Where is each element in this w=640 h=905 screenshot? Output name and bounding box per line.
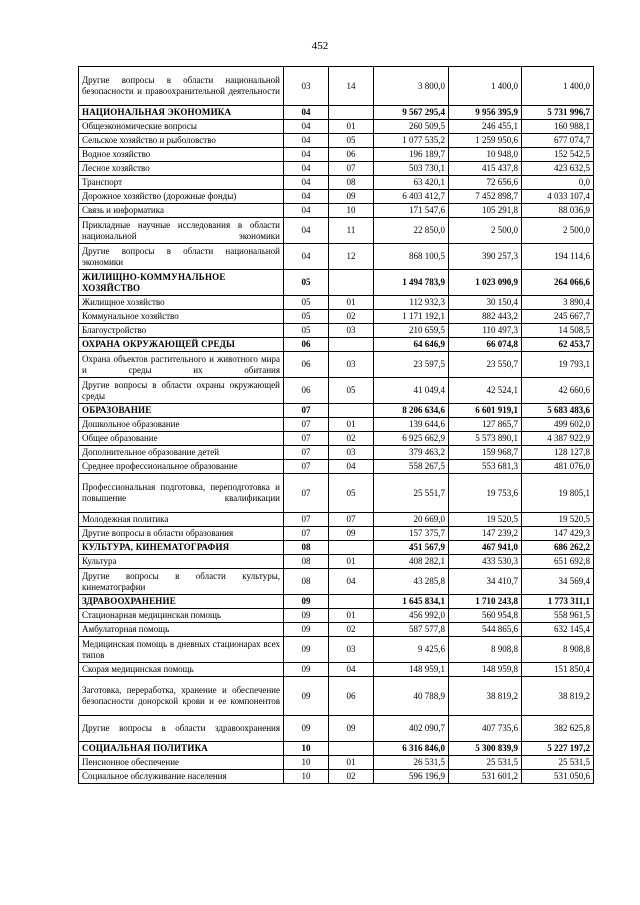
amount-year1-cell: 1 494 783,9 xyxy=(374,270,449,296)
section-code-cell: 04 xyxy=(284,148,329,162)
table-row xyxy=(79,378,594,404)
table-row xyxy=(79,310,594,324)
section-code-cell: 09 xyxy=(284,637,329,663)
amount-year1-cell: 196 189,7 xyxy=(374,148,449,162)
section-code-cell: 04 xyxy=(284,106,329,120)
section-code-cell: 08 xyxy=(284,569,329,595)
amount-year2-cell: 38 819,2 xyxy=(449,677,522,716)
subsection-code-cell: 02 xyxy=(329,432,374,446)
table-row xyxy=(79,352,594,378)
section-code-cell: 03 xyxy=(284,67,329,106)
row-name-cell: Социальное обслуживание населения xyxy=(79,770,284,784)
row-name-cell: СОЦИАЛЬНАЯ ПОЛИТИКА xyxy=(79,742,284,756)
table-row xyxy=(79,190,594,204)
table-row xyxy=(79,756,594,770)
section-code-cell: 08 xyxy=(284,541,329,555)
section-code-cell: 04 xyxy=(284,120,329,134)
amount-year3-cell: 5 731 996,7 xyxy=(522,106,594,120)
amount-year2-cell: 2 500,0 xyxy=(449,218,522,244)
subsection-code-cell xyxy=(329,338,374,352)
subsection-code-cell: 03 xyxy=(329,352,374,378)
table-row xyxy=(79,474,594,513)
table-row xyxy=(79,716,594,742)
subsection-code-cell: 05 xyxy=(329,378,374,404)
amount-year2-cell: 5 573 890,1 xyxy=(449,432,522,446)
table-row xyxy=(79,609,594,623)
amount-year3-cell: 19 520,5 xyxy=(522,513,594,527)
table-row xyxy=(79,324,594,338)
amount-year3-cell: 4 033 107,4 xyxy=(522,190,594,204)
amount-year1-cell: 112 932,3 xyxy=(374,296,449,310)
amount-year1-cell: 1 077 535,2 xyxy=(374,134,449,148)
amount-year2-cell: 147 239,2 xyxy=(449,527,522,541)
amount-year2-cell: 1 710 243,8 xyxy=(449,595,522,609)
row-name-cell: НАЦИОНАЛЬНАЯ ЭКОНОМИКА xyxy=(79,106,284,120)
amount-year1-cell: 6 403 412,7 xyxy=(374,190,449,204)
subsection-code-cell: 07 xyxy=(329,162,374,176)
amount-year2-cell: 9 956 395,9 xyxy=(449,106,522,120)
amount-year2-cell: 1 023 090,9 xyxy=(449,270,522,296)
section-code-cell: 10 xyxy=(284,742,329,756)
amount-year3-cell: 152 542,5 xyxy=(522,148,594,162)
amount-year3-cell: 1 400,0 xyxy=(522,67,594,106)
amount-year1-cell: 23 597,5 xyxy=(374,352,449,378)
subsection-code-cell: 02 xyxy=(329,623,374,637)
amount-year3-cell: 160 988,1 xyxy=(522,120,594,134)
subsection-code-cell xyxy=(329,270,374,296)
table-row xyxy=(79,637,594,663)
amount-year1-cell: 9 567 295,4 xyxy=(374,106,449,120)
section-code-cell: 10 xyxy=(284,756,329,770)
amount-year3-cell: 558 961,5 xyxy=(522,609,594,623)
amount-year3-cell: 1 773 311,1 xyxy=(522,595,594,609)
amount-year1-cell: 20 669,0 xyxy=(374,513,449,527)
amount-year3-cell: 481 076,0 xyxy=(522,460,594,474)
row-name-cell: Скорая медицинская помощь xyxy=(79,663,284,677)
subsection-code-cell xyxy=(329,106,374,120)
subsection-code-cell: 05 xyxy=(329,474,374,513)
row-name-cell: Молодежная политика xyxy=(79,513,284,527)
row-name-cell: Дорожное хозяйство (дорожные фонды) xyxy=(79,190,284,204)
amount-year3-cell: 499 602,0 xyxy=(522,418,594,432)
section-code-cell: 05 xyxy=(284,270,329,296)
amount-year2-cell: 66 074,8 xyxy=(449,338,522,352)
amount-year2-cell: 553 681,3 xyxy=(449,460,522,474)
amount-year1-cell: 1 645 834,1 xyxy=(374,595,449,609)
amount-year2-cell: 8 908,8 xyxy=(449,637,522,663)
amount-year1-cell: 408 282,1 xyxy=(374,555,449,569)
amount-year2-cell: 882 443,2 xyxy=(449,310,522,324)
amount-year1-cell: 379 463,2 xyxy=(374,446,449,460)
amount-year2-cell: 1 400,0 xyxy=(449,67,522,106)
subsection-code-cell: 01 xyxy=(329,555,374,569)
table-row xyxy=(79,67,594,106)
amount-year1-cell: 41 049,4 xyxy=(374,378,449,404)
subsection-code-cell: 10 xyxy=(329,204,374,218)
row-name-cell: ОБРАЗОВАНИЕ xyxy=(79,404,284,418)
subsection-code-cell: 09 xyxy=(329,716,374,742)
section-code-cell: 04 xyxy=(284,176,329,190)
amount-year3-cell: 38 819,2 xyxy=(522,677,594,716)
subsection-code-cell xyxy=(329,742,374,756)
row-name-cell: Дошкольное образование xyxy=(79,418,284,432)
row-name-cell: Амбулаторная помощь xyxy=(79,623,284,637)
row-name-cell: Среднее профессиональное образование xyxy=(79,460,284,474)
amount-year2-cell: 5 300 839,9 xyxy=(449,742,522,756)
amount-year2-cell: 10 948,0 xyxy=(449,148,522,162)
table-row xyxy=(79,204,594,218)
section-code-cell: 05 xyxy=(284,324,329,338)
subsection-code-cell: 05 xyxy=(329,134,374,148)
amount-year2-cell: 25 531,5 xyxy=(449,756,522,770)
subsection-code-cell: 09 xyxy=(329,190,374,204)
section-row xyxy=(79,404,594,418)
amount-year3-cell: 5 683 483,6 xyxy=(522,404,594,418)
budget-table xyxy=(78,66,594,784)
amount-year3-cell: 19 805,1 xyxy=(522,474,594,513)
row-name-cell: Заготовка, переработка, хранение и обеспечение безопасности донорской крови и ее компонентов xyxy=(79,677,284,716)
section-code-cell: 09 xyxy=(284,609,329,623)
row-name-cell: Другие вопросы в области национальной экономики xyxy=(79,244,284,270)
amount-year3-cell: 128 127,8 xyxy=(522,446,594,460)
amount-year1-cell: 6 316 846,0 xyxy=(374,742,449,756)
table-row xyxy=(79,663,594,677)
amount-year3-cell: 34 569,4 xyxy=(522,569,594,595)
table-row xyxy=(79,148,594,162)
amount-year1-cell: 6 925 662,9 xyxy=(374,432,449,446)
section-code-cell: 09 xyxy=(284,623,329,637)
subsection-code-cell: 04 xyxy=(329,569,374,595)
row-name-cell: Пенсионное обеспечение xyxy=(79,756,284,770)
amount-year3-cell: 245 667,7 xyxy=(522,310,594,324)
amount-year2-cell: 7 452 898,7 xyxy=(449,190,522,204)
amount-year3-cell: 25 531,5 xyxy=(522,756,594,770)
amount-year3-cell: 14 508,5 xyxy=(522,324,594,338)
page-number: 452 xyxy=(311,40,329,52)
amount-year2-cell: 23 550,7 xyxy=(449,352,522,378)
table-row xyxy=(79,296,594,310)
amount-year2-cell: 407 735,6 xyxy=(449,716,522,742)
row-name-cell: Другие вопросы в области здравоохранения xyxy=(79,716,284,742)
subsection-code-cell: 01 xyxy=(329,756,374,770)
subsection-code-cell: 07 xyxy=(329,513,374,527)
subsection-code-cell: 11 xyxy=(329,218,374,244)
amount-year2-cell: 105 291,8 xyxy=(449,204,522,218)
row-name-cell: Сельское хозяйство и рыболовство xyxy=(79,134,284,148)
table-row xyxy=(79,244,594,270)
amount-year1-cell: 63 420,1 xyxy=(374,176,449,190)
section-row xyxy=(79,742,594,756)
amount-year1-cell: 210 659,5 xyxy=(374,324,449,338)
amount-year3-cell: 686 262,2 xyxy=(522,541,594,555)
amount-year1-cell: 139 644,6 xyxy=(374,418,449,432)
amount-year2-cell: 110 497,3 xyxy=(449,324,522,338)
amount-year2-cell: 159 968,7 xyxy=(449,446,522,460)
subsection-code-cell: 01 xyxy=(329,418,374,432)
section-code-cell: 07 xyxy=(284,460,329,474)
row-name-cell: ЖИЛИЩНО-КОММУНАЛЬНОЕ ХОЗЯЙСТВО xyxy=(79,270,284,296)
amount-year1-cell: 587 577,8 xyxy=(374,623,449,637)
subsection-code-cell: 02 xyxy=(329,310,374,324)
amount-year2-cell: 467 941,0 xyxy=(449,541,522,555)
amount-year1-cell: 402 090,7 xyxy=(374,716,449,742)
amount-year3-cell: 423 632,5 xyxy=(522,162,594,176)
subsection-code-cell: 01 xyxy=(329,120,374,134)
section-row xyxy=(79,270,594,296)
amount-year3-cell: 531 050,6 xyxy=(522,770,594,784)
amount-year1-cell: 868 100,5 xyxy=(374,244,449,270)
amount-year1-cell: 3 800,0 xyxy=(374,67,449,106)
subsection-code-cell: 09 xyxy=(329,527,374,541)
section-code-cell: 06 xyxy=(284,352,329,378)
section-code-cell: 05 xyxy=(284,296,329,310)
subsection-code-cell: 14 xyxy=(329,67,374,106)
amount-year2-cell: 72 656,6 xyxy=(449,176,522,190)
amount-year3-cell: 3 890,4 xyxy=(522,296,594,310)
section-code-cell: 09 xyxy=(284,716,329,742)
amount-year3-cell: 264 066,6 xyxy=(522,270,594,296)
row-name-cell: ОХРАНА ОКРУЖАЮЩЕЙ СРЕДЫ xyxy=(79,338,284,352)
table-row xyxy=(79,513,594,527)
table-row xyxy=(79,527,594,541)
row-name-cell: Дополнительное образование детей xyxy=(79,446,284,460)
row-name-cell: Общеэкономические вопросы xyxy=(79,120,284,134)
table-row xyxy=(79,120,594,134)
row-name-cell: Другие вопросы в области культуры, кинематографии xyxy=(79,569,284,595)
row-name-cell: Связь и информатика xyxy=(79,204,284,218)
amount-year3-cell: 8 908,8 xyxy=(522,637,594,663)
amount-year1-cell: 8 206 634,6 xyxy=(374,404,449,418)
amount-year3-cell: 382 625,8 xyxy=(522,716,594,742)
amount-year1-cell: 157 375,7 xyxy=(374,527,449,541)
subsection-code-cell: 03 xyxy=(329,324,374,338)
amount-year2-cell: 246 455,1 xyxy=(449,120,522,134)
amount-year1-cell: 9 425,6 xyxy=(374,637,449,663)
section-row xyxy=(79,595,594,609)
section-code-cell: 04 xyxy=(284,218,329,244)
amount-year1-cell: 1 171 192,1 xyxy=(374,310,449,324)
amount-year3-cell: 0,0 xyxy=(522,176,594,190)
amount-year3-cell: 19 793,1 xyxy=(522,352,594,378)
amount-year1-cell: 596 196,9 xyxy=(374,770,449,784)
subsection-code-cell: 12 xyxy=(329,244,374,270)
subsection-code-cell xyxy=(329,404,374,418)
subsection-code-cell: 03 xyxy=(329,637,374,663)
amount-year3-cell: 194 114,6 xyxy=(522,244,594,270)
amount-year2-cell: 19 520,5 xyxy=(449,513,522,527)
section-code-cell: 07 xyxy=(284,404,329,418)
table-row xyxy=(79,677,594,716)
amount-year3-cell: 62 453,7 xyxy=(522,338,594,352)
table-row xyxy=(79,446,594,460)
amount-year1-cell: 558 267,5 xyxy=(374,460,449,474)
table-row xyxy=(79,176,594,190)
section-code-cell: 07 xyxy=(284,446,329,460)
amount-year2-cell: 148 959,8 xyxy=(449,663,522,677)
subsection-code-cell: 02 xyxy=(329,770,374,784)
amount-year1-cell: 26 531,5 xyxy=(374,756,449,770)
table-row xyxy=(79,569,594,595)
section-code-cell: 05 xyxy=(284,310,329,324)
section-code-cell: 07 xyxy=(284,527,329,541)
row-name-cell: Другие вопросы в области образования xyxy=(79,527,284,541)
subsection-code-cell: 04 xyxy=(329,663,374,677)
row-name-cell: Прикладные научные исследования в области национальной экономики xyxy=(79,218,284,244)
amount-year1-cell: 43 285,8 xyxy=(374,569,449,595)
subsection-code-cell xyxy=(329,541,374,555)
table-row xyxy=(79,162,594,176)
row-name-cell: Благоустройство xyxy=(79,324,284,338)
table-row xyxy=(79,770,594,784)
section-code-cell: 04 xyxy=(284,190,329,204)
amount-year2-cell: 19 753,6 xyxy=(449,474,522,513)
amount-year3-cell: 5 227 197,2 xyxy=(522,742,594,756)
section-code-cell: 10 xyxy=(284,770,329,784)
row-name-cell: Жилищное хозяйство xyxy=(79,296,284,310)
amount-year3-cell: 42 660,6 xyxy=(522,378,594,404)
amount-year3-cell: 151 850,4 xyxy=(522,663,594,677)
amount-year2-cell: 1 259 950,6 xyxy=(449,134,522,148)
section-row xyxy=(79,338,594,352)
row-name-cell: Транспорт xyxy=(79,176,284,190)
section-code-cell: 04 xyxy=(284,244,329,270)
amount-year1-cell: 260 509,5 xyxy=(374,120,449,134)
amount-year2-cell: 560 954,8 xyxy=(449,609,522,623)
section-code-cell: 04 xyxy=(284,162,329,176)
row-name-cell: ЗДРАВООХРАНЕНИЕ xyxy=(79,595,284,609)
amount-year1-cell: 25 551,7 xyxy=(374,474,449,513)
amount-year3-cell: 632 145,4 xyxy=(522,623,594,637)
table-row xyxy=(79,218,594,244)
amount-year1-cell: 40 788,9 xyxy=(374,677,449,716)
amount-year1-cell: 148 959,1 xyxy=(374,663,449,677)
amount-year2-cell: 544 865,6 xyxy=(449,623,522,637)
row-name-cell: Культура xyxy=(79,555,284,569)
subsection-code-cell: 08 xyxy=(329,176,374,190)
section-code-cell: 07 xyxy=(284,432,329,446)
amount-year3-cell: 147 429,3 xyxy=(522,527,594,541)
table-row xyxy=(79,134,594,148)
row-name-cell: Медицинская помощь в дневных стационарах всех типов xyxy=(79,637,284,663)
row-name-cell: Общее образование xyxy=(79,432,284,446)
row-name-cell: Другие вопросы в области национальной безопасности и правоохранительной деятельности xyxy=(79,67,284,106)
amount-year2-cell: 30 150,4 xyxy=(449,296,522,310)
amount-year1-cell: 456 992,0 xyxy=(374,609,449,623)
amount-year3-cell: 88 036,9 xyxy=(522,204,594,218)
amount-year3-cell: 2 500,0 xyxy=(522,218,594,244)
section-code-cell: 06 xyxy=(284,378,329,404)
amount-year1-cell: 503 730,1 xyxy=(374,162,449,176)
row-name-cell: Другие вопросы в области охраны окружающей среды xyxy=(79,378,284,404)
amount-year2-cell: 34 410,7 xyxy=(449,569,522,595)
amount-year3-cell: 677 074,7 xyxy=(522,134,594,148)
budget-table-body xyxy=(79,67,594,784)
row-name-cell: Коммунальное хозяйство xyxy=(79,310,284,324)
section-code-cell: 07 xyxy=(284,513,329,527)
amount-year1-cell: 451 567,9 xyxy=(374,541,449,555)
section-code-cell: 09 xyxy=(284,663,329,677)
table-row xyxy=(79,623,594,637)
section-code-cell: 09 xyxy=(284,595,329,609)
section-code-cell: 07 xyxy=(284,474,329,513)
amount-year2-cell: 42 524,1 xyxy=(449,378,522,404)
row-name-cell: Охрана объектов растительного и животного мира и среды их обитания xyxy=(79,352,284,378)
section-code-cell: 04 xyxy=(284,204,329,218)
amount-year2-cell: 390 257,3 xyxy=(449,244,522,270)
section-code-cell: 08 xyxy=(284,555,329,569)
table-row xyxy=(79,432,594,446)
amount-year2-cell: 415 437,8 xyxy=(449,162,522,176)
subsection-code-cell xyxy=(329,595,374,609)
amount-year1-cell: 64 646,9 xyxy=(374,338,449,352)
subsection-code-cell: 04 xyxy=(329,460,374,474)
section-code-cell: 06 xyxy=(284,338,329,352)
amount-year2-cell: 127 865,7 xyxy=(449,418,522,432)
section-row xyxy=(79,106,594,120)
subsection-code-cell: 06 xyxy=(329,148,374,162)
subsection-code-cell: 01 xyxy=(329,296,374,310)
subsection-code-cell: 03 xyxy=(329,446,374,460)
amount-year3-cell: 651 692,8 xyxy=(522,555,594,569)
amount-year2-cell: 6 601 919,1 xyxy=(449,404,522,418)
row-name-cell: КУЛЬТУРА, КИНЕМАТОГРАФИЯ xyxy=(79,541,284,555)
table-row xyxy=(79,418,594,432)
row-name-cell: Лесное хозяйство xyxy=(79,162,284,176)
amount-year3-cell: 4 387 922,9 xyxy=(522,432,594,446)
amount-year2-cell: 433 530,3 xyxy=(449,555,522,569)
subsection-code-cell: 06 xyxy=(329,677,374,716)
subsection-code-cell: 01 xyxy=(329,609,374,623)
amount-year1-cell: 171 547,6 xyxy=(374,204,449,218)
section-code-cell: 04 xyxy=(284,134,329,148)
section-code-cell: 09 xyxy=(284,677,329,716)
row-name-cell: Стационарная медицинская помощь xyxy=(79,609,284,623)
section-row xyxy=(79,541,594,555)
amount-year1-cell: 22 850,0 xyxy=(374,218,449,244)
row-name-cell: Водное хозяйство xyxy=(79,148,284,162)
row-name-cell: Профессиональная подготовка, переподготовка и повышение квалификации xyxy=(79,474,284,513)
table-row xyxy=(79,460,594,474)
table-row xyxy=(79,555,594,569)
section-code-cell: 07 xyxy=(284,418,329,432)
amount-year2-cell: 531 601,2 xyxy=(449,770,522,784)
